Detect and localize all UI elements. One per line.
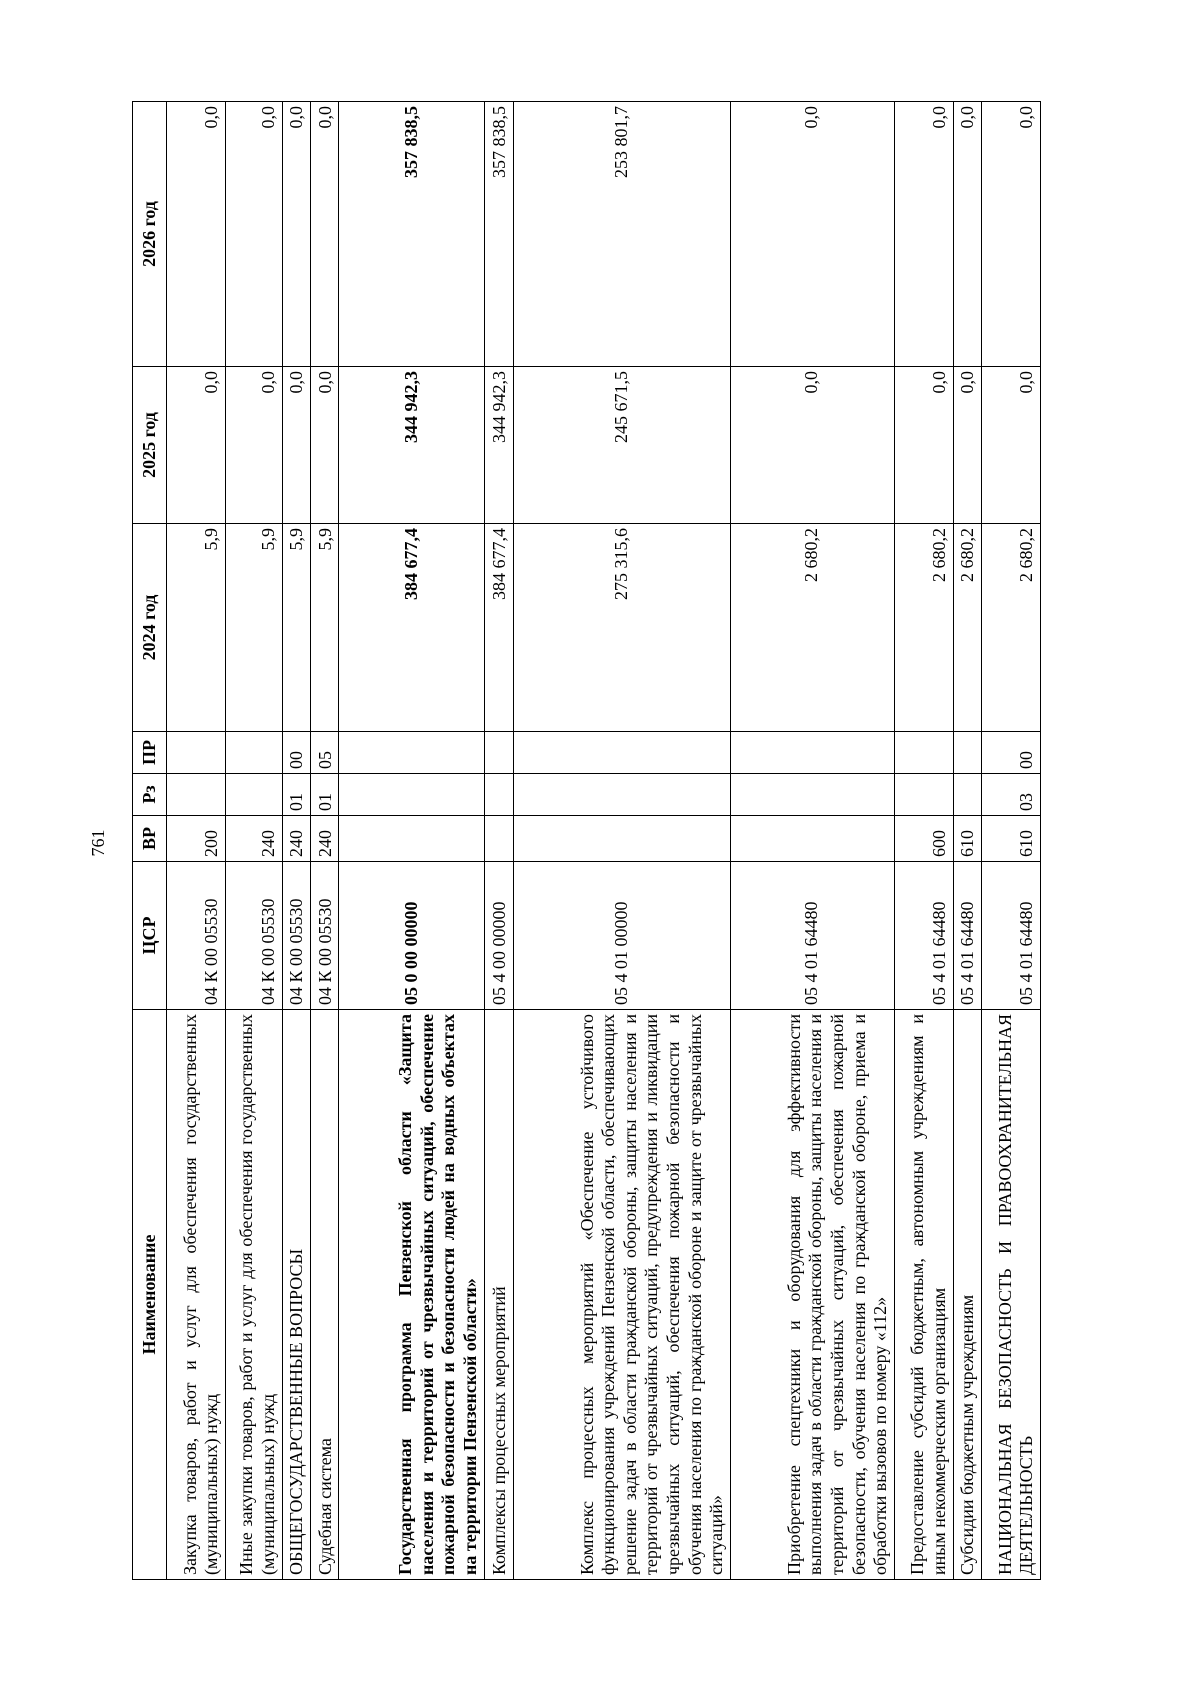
header-rz: Рз xyxy=(133,774,167,816)
row-pr xyxy=(339,732,484,774)
row-vr: 200 xyxy=(167,816,226,862)
row-pr xyxy=(167,732,226,774)
row-vr xyxy=(339,816,484,862)
row-csr: 04 К 00 05530 xyxy=(225,862,282,1010)
row-2025: 0,0 xyxy=(311,367,339,524)
row-2026: 357 838,5 xyxy=(339,102,484,367)
row-2026: 0,0 xyxy=(953,102,981,367)
row-vr: 240 xyxy=(225,816,282,862)
row-2024: 2 680,2 xyxy=(953,524,981,732)
row-csr: 05 4 01 00000 xyxy=(514,862,731,1010)
row-vr xyxy=(730,816,894,862)
row-2025: 0,0 xyxy=(730,367,894,524)
row-name: ОБЩЕГОСУДАРСТВЕННЫЕ ВОПРОСЫ xyxy=(282,1010,310,1580)
table-row xyxy=(311,102,339,1580)
row-2026: 0,0 xyxy=(311,102,339,367)
row-name: Иные закупки товаров, работ и услуг для обеспечения государственных (муниципальных) нужд xyxy=(225,1010,282,1580)
row-2026: 0,0 xyxy=(282,102,310,367)
header-pr: ПР xyxy=(133,732,167,774)
row-name: Предоставление субсидий бюджетным, автономным учреждениям и иным некоммерческим организациям xyxy=(894,1010,953,1580)
row-pr xyxy=(894,732,953,774)
row-2025: 344 942,3 xyxy=(484,367,513,524)
row-2026: 0,0 xyxy=(225,102,282,367)
row-pr xyxy=(730,732,894,774)
row-vr: 240 xyxy=(311,816,339,862)
row-vr: 240 xyxy=(282,816,310,862)
header-name: Наименование xyxy=(133,1010,167,1580)
row-name: Закупка товаров, работ и услуг для обеспечения государственных (муниципальных) нужд xyxy=(167,1010,226,1580)
row-rz xyxy=(339,774,484,816)
row-2024: 2 680,2 xyxy=(894,524,953,732)
row-csr: 05 4 00 00000 xyxy=(484,862,513,1010)
row-rz xyxy=(167,774,226,816)
row-pr xyxy=(953,732,981,774)
row-2025: 0,0 xyxy=(167,367,226,524)
row-csr: 05 4 01 64480 xyxy=(953,862,981,1010)
row-vr: 600 xyxy=(894,816,953,862)
row-2026: 357 838,5 xyxy=(484,102,513,367)
row-pr xyxy=(484,732,513,774)
row-rz xyxy=(225,774,282,816)
table-row xyxy=(982,102,1041,1580)
row-2024: 5,9 xyxy=(282,524,310,732)
row-rz xyxy=(894,774,953,816)
row-2024: 5,9 xyxy=(311,524,339,732)
row-pr xyxy=(514,732,731,774)
row-2024: 384 677,4 xyxy=(484,524,513,732)
row-name: Субсидии бюджетным учреждениям xyxy=(953,1010,981,1580)
header-2026: 2026 год xyxy=(133,102,167,367)
row-pr: 05 xyxy=(311,732,339,774)
row-name: НАЦИОНАЛЬНАЯ БЕЗОПАСНОСТЬ И ПРАВООХРАНИТЕЛЬНАЯ ДЕЯТЕЛЬНОСТЬ xyxy=(982,1010,1041,1580)
budget-table xyxy=(132,101,1041,1580)
table-row xyxy=(730,102,894,1580)
table-row xyxy=(894,102,953,1580)
table-row xyxy=(953,102,981,1580)
table-row xyxy=(167,102,226,1580)
row-rz xyxy=(953,774,981,816)
row-pr: 00 xyxy=(282,732,310,774)
row-csr: 04 К 00 05530 xyxy=(282,862,310,1010)
header-vr: ВР xyxy=(133,816,167,862)
row-2025: 0,0 xyxy=(894,367,953,524)
row-name: Комплексы процессных мероприятий xyxy=(484,1010,513,1580)
row-name: Судебная система xyxy=(311,1010,339,1580)
row-vr xyxy=(514,816,731,862)
row-2024: 5,9 xyxy=(225,524,282,732)
row-rz xyxy=(484,774,513,816)
row-2024: 2 680,2 xyxy=(730,524,894,732)
row-pr: 00 xyxy=(982,732,1041,774)
row-2025: 0,0 xyxy=(225,367,282,524)
row-2025: 0,0 xyxy=(953,367,981,524)
row-2026: 0,0 xyxy=(982,102,1041,367)
header-2025: 2025 год xyxy=(133,367,167,524)
row-2024: 384 677,4 xyxy=(339,524,484,732)
row-2026: 0,0 xyxy=(167,102,226,367)
row-csr: 05 4 01 64480 xyxy=(894,862,953,1010)
row-2025: 0,0 xyxy=(282,367,310,524)
row-csr: 04 К 00 05530 xyxy=(167,862,226,1010)
row-vr: 610 xyxy=(982,816,1041,862)
row-2026: 0,0 xyxy=(730,102,894,367)
row-pr xyxy=(225,732,282,774)
row-rz: 01 xyxy=(282,774,310,816)
row-name: Приобретение спецтехники и оборудования для эффективности выполнения задач в области гражданской обороны, защиты населения и территорий от чрезвычайных ситуаций, обеспечения пожарной безопасности, обучения населения по гражданской обороне, приема и обработки вызовов по номеру «112» xyxy=(730,1010,894,1580)
table-row xyxy=(282,102,310,1580)
row-csr: 05 4 01 64480 xyxy=(730,862,894,1010)
rotated-table-container xyxy=(132,102,1041,1580)
row-csr: 05 4 01 64480 xyxy=(982,862,1041,1010)
table-row xyxy=(484,102,513,1580)
row-vr: 610 xyxy=(953,816,981,862)
header-2024: 2024 год xyxy=(133,524,167,732)
row-csr: 04 К 00 05530 xyxy=(311,862,339,1010)
row-name: Комплекс процессных мероприятий «Обеспечение устойчивого функционирования учреждений Пензенской области, обеспечивающих решение задач в области гражданской обороны, защиты населения и территорий от чрезвычайных ситуаций, предупреждения и ликвидации чрезвычайных ситуаций, обеспечения пожарной безопасности и обучения населения по гражданской обороне и защите от чрезвычайных ситуаций» xyxy=(514,1010,731,1580)
row-2024: 5,9 xyxy=(167,524,226,732)
row-rz: 01 xyxy=(311,774,339,816)
row-rz xyxy=(514,774,731,816)
row-2025: 0,0 xyxy=(982,367,1041,524)
row-2024: 275 315,6 xyxy=(514,524,731,732)
header-csr: ЦСР xyxy=(133,862,167,1010)
row-name: Государственная программа Пензенской области «Защита населения и территорий от чрезвычайных ситуаций, обеспечение пожарной безопасности и безопасности людей на водных объектах на территории Пензенской области» xyxy=(339,1010,484,1580)
row-rz xyxy=(730,774,894,816)
row-2026: 253 801,7 xyxy=(514,102,731,367)
row-rz: 03 xyxy=(982,774,1041,816)
header-row xyxy=(133,102,167,1580)
table-row xyxy=(225,102,282,1580)
table-row xyxy=(339,102,484,1580)
row-2024: 2 680,2 xyxy=(982,524,1041,732)
page-number: 761 xyxy=(88,829,108,857)
row-vr xyxy=(484,816,513,862)
row-2025: 245 671,5 xyxy=(514,367,731,524)
table-row xyxy=(514,102,731,1580)
row-csr: 05 0 00 00000 xyxy=(339,862,484,1010)
row-2025: 344 942,3 xyxy=(339,367,484,524)
row-2026: 0,0 xyxy=(894,102,953,367)
